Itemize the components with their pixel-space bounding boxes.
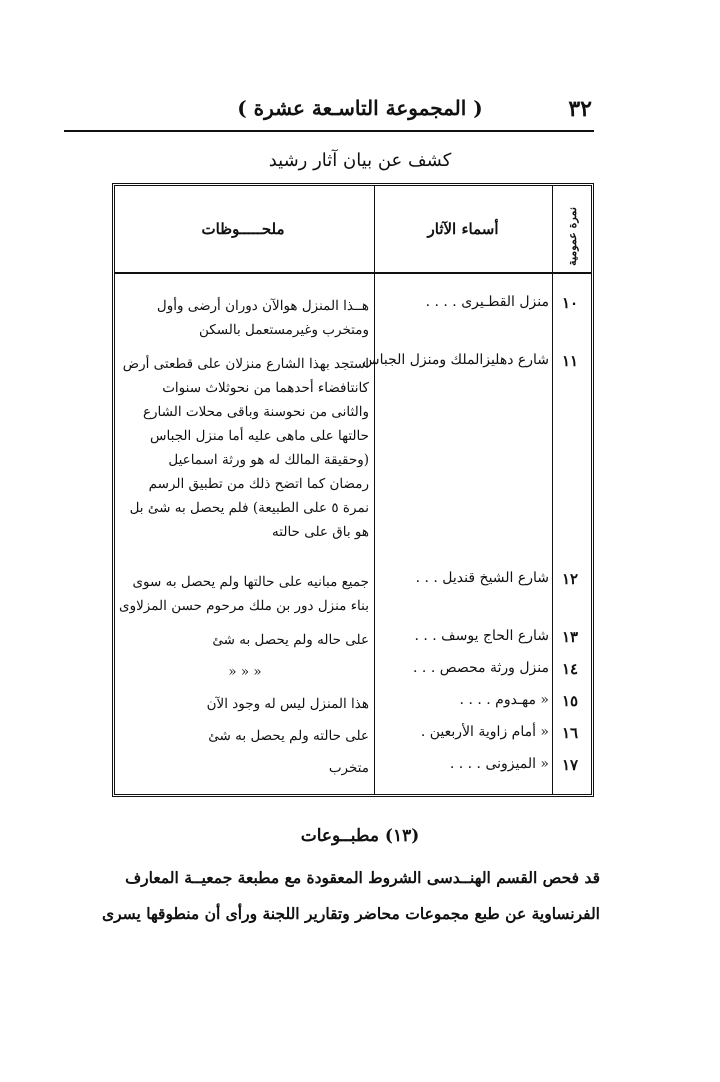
note-line: هذا المنزل ليس له وجود الآن (206, 696, 369, 712)
note-line: والثانى من نحوسنة وباقى محلات الشارع (142, 404, 369, 420)
header-rule (64, 130, 594, 132)
note-line: على حالته ولم يحصل به شئ (208, 728, 369, 744)
row-number: ١٤ (561, 660, 579, 678)
monument-name: منزل القطـيرى . . . . (425, 294, 549, 310)
note-line: « « « (228, 664, 262, 680)
monument-name: شارع الحاج يوسف . . . (414, 628, 549, 644)
col-header-name: أسماء الآثار (427, 220, 499, 238)
row-number: ١٣ (561, 628, 579, 646)
row-number: ١٥ (561, 692, 579, 710)
note-line: هو باق على حالته (272, 524, 369, 540)
paragraph-line: قد فحص القسم الهنــدسى الشروط المعقودة مع مطبعة جمعيــة المعارف (125, 868, 600, 887)
monument-name: « أمام زاوية الأربعين . (420, 724, 549, 740)
page-number: ٣٢ (568, 96, 592, 122)
note-line: على حاله ولم يحصل به شئ (212, 632, 369, 648)
note-line: بناء منزل دور بن ملك مرحوم حسن المزلاوى (119, 598, 369, 614)
running-header: ( المجموعة التاسـعة عشرة ) (237, 96, 483, 120)
body-paragraph (101, 860, 600, 932)
note-line: استجد بهذا الشارع منزلان على قطعتى أرض (122, 356, 369, 372)
monument-name: شارع الشيخ قنديل . . . (415, 570, 549, 586)
note-line: حالتها على ماهى عليه أما منزل الجباس (150, 428, 369, 444)
monument-name: منزل ورثة محصص . . . (413, 660, 549, 676)
row-notes (121, 724, 369, 748)
note-line: رمضان كما اتضح ذلك من تطبيق الرسم (148, 476, 369, 492)
note-line: (وحقيقة المالك له هو ورثة اسماعيل (168, 452, 369, 468)
row-notes (121, 660, 369, 684)
note-line: متخرب (328, 760, 369, 776)
note-line: نمرة ٥ على الطبيعة) فلم يحصل به شئ بل (129, 500, 369, 516)
row-notes (121, 294, 369, 342)
row-number: ١٦ (561, 724, 579, 742)
note-line: كانتافضاء أحدهما من نحوثلاث سنوات (162, 380, 369, 396)
row-notes (121, 628, 369, 652)
note-line: هــذا المنزل هوالآن دوران أرضى وأول (156, 298, 369, 314)
note-line: جميع مبانيه على حالتها ولم يحصل به سوى (132, 574, 369, 590)
row-number: ١١ (561, 352, 579, 370)
col-header-number: نمرة عمومية (565, 206, 579, 266)
row-notes (121, 692, 369, 716)
paragraph-line: الفرنساوية عن طبع مجموعات محاضر وتقارير اللجنة ورأى أن منطوقها يسرى (101, 904, 600, 923)
row-number: ١٢ (561, 570, 579, 588)
monuments-table (112, 183, 594, 797)
row-notes (121, 570, 369, 618)
monument-name: « مهـدوم . . . . (459, 692, 549, 708)
table-title: كشف عن بيان آثار رشيد (268, 150, 452, 171)
row-number: ١٧ (561, 756, 579, 774)
section-heading: (١٣) مطبــوعات (300, 826, 420, 846)
row-notes (121, 352, 369, 544)
header-divider (115, 272, 591, 274)
row-notes (121, 756, 369, 780)
column-divider (374, 186, 375, 794)
monument-name: « الميزونى . . . . (449, 756, 549, 772)
note-line: ومتخرب وغيرمستعمل بالسكن (198, 322, 369, 338)
row-number: ١٠ (561, 294, 579, 312)
col-header-notes: ملحـــــوظات (201, 220, 285, 238)
monument-name: شارع دهليزالملك ومنزل الجباس (362, 352, 549, 368)
